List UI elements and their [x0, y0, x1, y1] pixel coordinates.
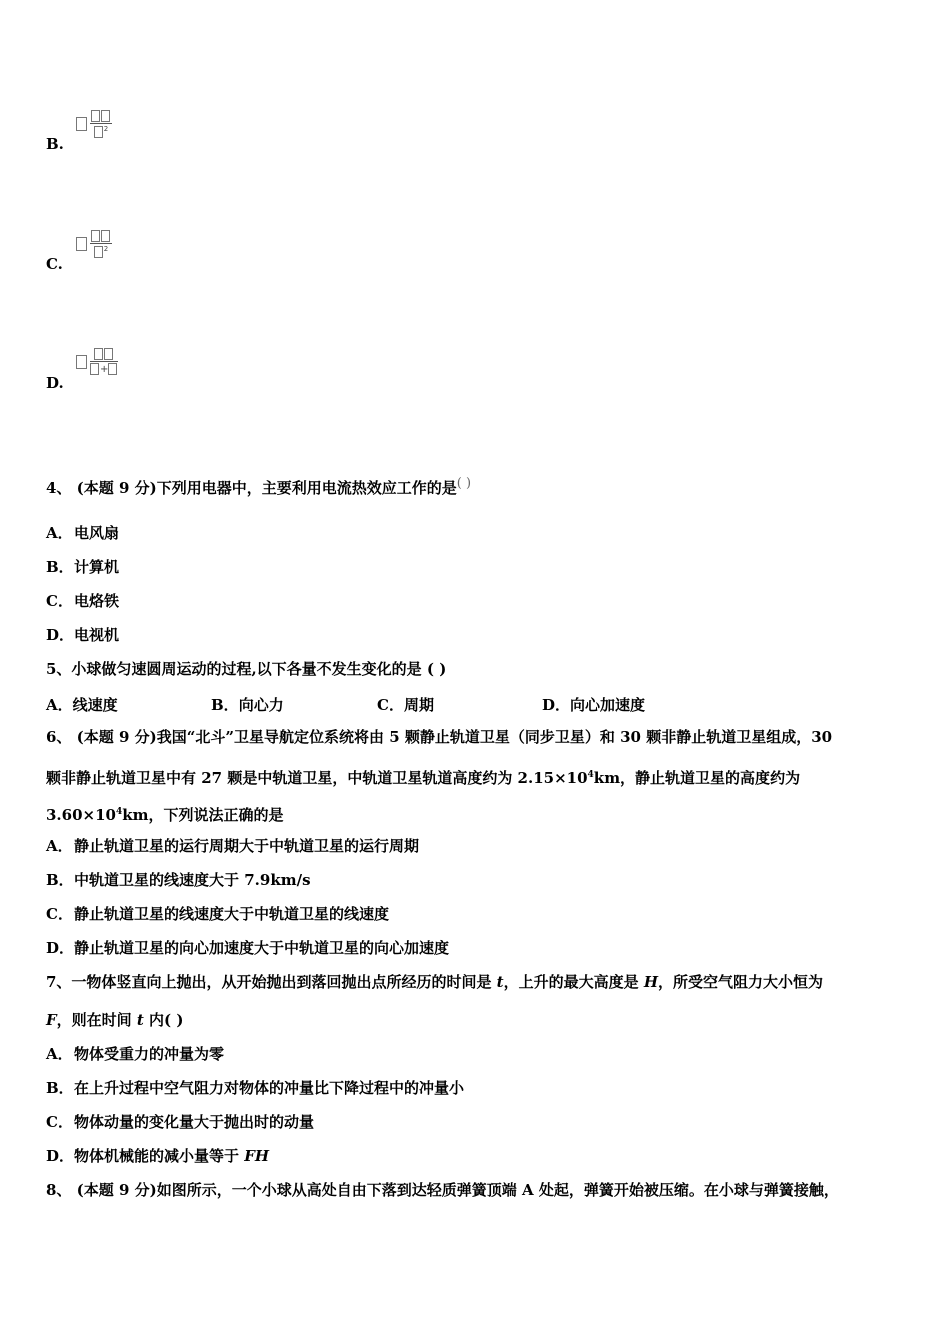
q6-option-a: A．静止轨道卫星的运行周期大于中轨道卫星的运行周期	[46, 837, 420, 855]
q4-stem: 4、 (本题 9 分)下列用电器中，主要利用电流热效应工作的是( )	[46, 476, 472, 497]
q5-option-d: D．向心加速度	[542, 696, 646, 714]
q6-stem-line1: 6、 (本题 9 分)我国“北斗”卫星导航定位系统将由 5 颗静止轨道卫星（同步卫星）和 30 颗非静止轨道卫星组成，30	[46, 728, 833, 746]
q5-option-b: B．向心力	[211, 696, 284, 714]
q4-option-a: A．电风扇	[46, 524, 120, 542]
q7-option-a: A．物体受重力的冲量为零	[46, 1045, 225, 1063]
option-d-prev: D.	[46, 374, 64, 392]
option-c-prev: C.	[46, 255, 63, 273]
q7-option-d: D．物体机械能的减小量等于 FH	[46, 1147, 270, 1165]
q6-option-b: B．中轨道卫星的线速度大于 7.9km/s	[46, 871, 311, 889]
q7-stem-line2: F，则在时间 t 内( )	[46, 1011, 184, 1029]
q6-option-d: D．静止轨道卫星的向心加速度大于中轨道卫星的向心加速度	[46, 939, 450, 957]
q5-option-a: A．线速度	[46, 696, 118, 714]
q4-option-d: D．电视机	[46, 626, 120, 644]
q7-option-b: B．在上升过程中空气阻力对物体的冲量比下降过程中的冲量小	[46, 1079, 465, 1097]
formula-image-c: 2	[76, 230, 112, 258]
formula-image-b: 2	[76, 110, 112, 138]
q6-stem-line2: 颗非静止轨道卫星中有 27 颗是中轨道卫星，中轨道卫星轨道高度约为 $2.15\times 10^4km$，静止轨道卫星的高度约为	[46, 769, 801, 787]
q5-option-c: C．周期	[377, 696, 434, 714]
q4-option-b: B．计算机	[46, 558, 120, 576]
q8-stem-line1: 8、 (本题 9 分)如图所示，一个小球从高处自由下落到达轻质弹簧顶端 A 处起，弹簧开始被压缩。在小球与弹簧接触，	[46, 1181, 839, 1199]
option-b-prev: B.	[46, 135, 64, 153]
q4-option-c: C．电烙铁	[46, 592, 120, 610]
q6-stem-line3: $3.60\times 10^4km$，下列说法正确的是	[46, 806, 284, 824]
q6-option-c: C．静止轨道卫星的线速度大于中轨道卫星的线速度	[46, 905, 390, 923]
q7-option-c: C．物体动量的变化量大于抛出时的动量	[46, 1113, 315, 1131]
q5-stem: 5、小球做匀速圆周运动的过程,以下各量不发生变化的是 ( )	[46, 660, 447, 678]
paren-image: ( )	[456, 476, 472, 491]
q7-stem-line1: 7、一物体竖直向上抛出，从开始抛出到落回抛出点所经历的时间是 t，上升的最大高度是 H，所受空气阻力大小恒为	[46, 973, 824, 991]
formula-image-d: +	[76, 348, 118, 375]
